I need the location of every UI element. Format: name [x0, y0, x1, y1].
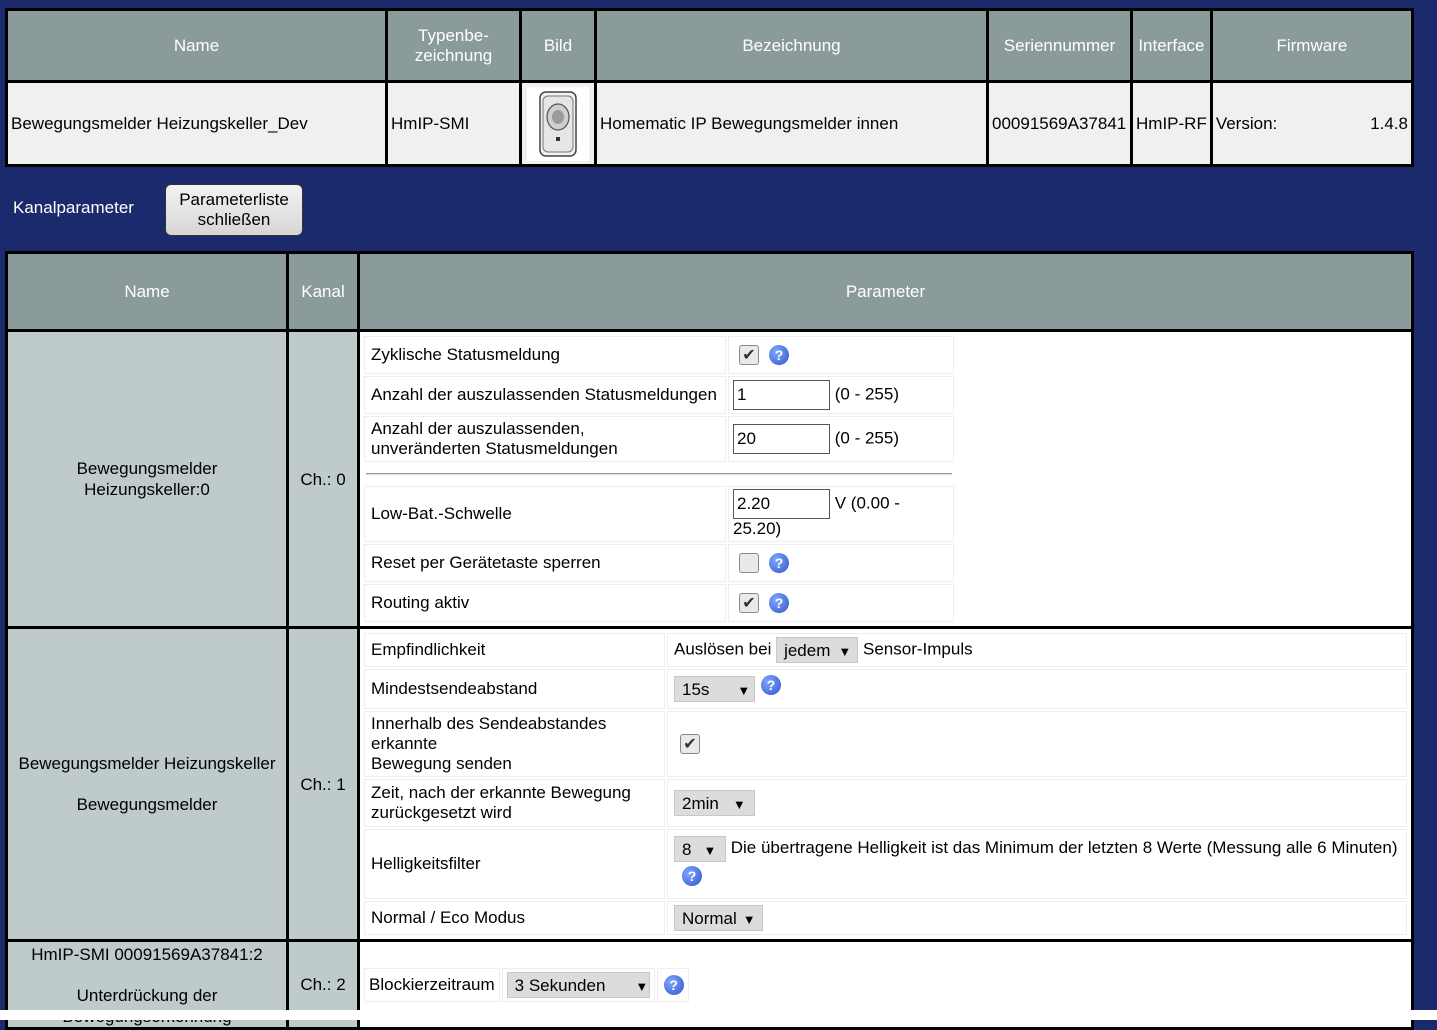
- col-header-type: Typenbe- zeichnung: [388, 11, 519, 80]
- device-image-cell: [522, 83, 594, 164]
- send-within-interval-checkbox[interactable]: ✔: [680, 734, 700, 754]
- channel-2-name-line1: HmIP-SMI 00091569A37841:2: [31, 945, 263, 964]
- send-within-interval-label: Innerhalb des Sendeabstandes erkannte Bewegung senden: [364, 711, 665, 777]
- param-row: [364, 711, 1407, 777]
- col-header-name: Name: [8, 11, 385, 80]
- channel-row-1: [8, 629, 1411, 939]
- param-row: [364, 376, 954, 414]
- device-serial: 00091569A37841: [989, 83, 1130, 164]
- close-parameter-list-button[interactable]: Parameterliste schließen: [165, 184, 303, 236]
- chevron-down-icon: ▼: [838, 644, 852, 659]
- channel-1-name-line1: Bewegungsmelder Heizungskeller: [18, 754, 276, 773]
- device-type: HmIP-SMI: [388, 83, 519, 164]
- chevron-down-icon: ▼: [703, 842, 717, 858]
- param-row: [364, 968, 689, 1002]
- help-icon[interactable]: ?: [769, 593, 789, 613]
- channel-1-params: [360, 629, 1411, 939]
- col-header-firmware: Firmware: [1213, 11, 1411, 80]
- channel-1-name: [8, 629, 286, 939]
- reset-lock-checkbox[interactable]: [739, 553, 759, 573]
- device-description: Homematic IP Bewegungsmelder innen: [597, 83, 986, 164]
- channel-1-kanal: Ch.: 1: [289, 629, 357, 939]
- chevron-down-icon: ▼: [742, 912, 756, 927]
- param-row: [364, 544, 954, 582]
- col-header-serial: Seriennummer: [989, 11, 1130, 80]
- chevron-down-icon: ▼: [732, 797, 746, 812]
- param-row: [364, 669, 1407, 709]
- help-icon[interactable]: ?: [769, 345, 789, 365]
- col-header-interface: Interface: [1133, 11, 1210, 80]
- channel-0-param-table: [362, 334, 956, 624]
- reset-lock-label: Reset per Gerätetaste sperren: [364, 544, 726, 582]
- channel-table-header: [8, 254, 1411, 329]
- reset-time-select[interactable]: [674, 790, 755, 816]
- device-interface: HmIP-RF: [1133, 83, 1210, 164]
- param-row: [364, 829, 1407, 899]
- skip-status-input[interactable]: [733, 380, 830, 410]
- sensitivity-suffix: Sensor-Impuls: [863, 639, 973, 659]
- kanalparameter-label: Kanalparameter: [13, 198, 134, 217]
- eco-mode-label: Normal / Eco Modus: [364, 901, 665, 935]
- sensitivity-label: Empfindlichkeit: [364, 633, 665, 667]
- min-interval-select-value: 15s: [682, 680, 710, 699]
- channel-1-param-table: [362, 631, 1409, 937]
- channel-2-param-table: [362, 966, 691, 1004]
- param-row: [364, 901, 1407, 935]
- lowbat-label: Low-Bat.-Schwelle: [364, 486, 726, 542]
- device-row: [8, 83, 1411, 164]
- motion-detector-image: [527, 87, 589, 161]
- device-table-header: [8, 11, 1411, 80]
- sensitivity-select-value: jedem: [784, 641, 831, 660]
- separator-line: [366, 473, 952, 475]
- col-header-parameter: Parameter: [360, 254, 1411, 329]
- device-table: [5, 8, 1414, 167]
- param-row: [364, 779, 1407, 827]
- param-row: [364, 633, 1407, 667]
- skip-unchanged-input[interactable]: [733, 424, 830, 454]
- block-period-select-value: 3 Sekunden: [514, 975, 606, 995]
- routing-checkbox[interactable]: ✔: [739, 593, 759, 613]
- channel-0-name: Bewegungsmelder Heizungskeller:0: [8, 332, 286, 626]
- right-frame: [1418, 0, 1437, 1020]
- channel-row-0: [8, 332, 1411, 626]
- brightness-filter-select-value: 8: [682, 839, 692, 859]
- param-row: [364, 486, 954, 542]
- eco-mode-select-value: Normal: [682, 909, 737, 928]
- bottom-frame: [0, 1010, 1437, 1020]
- block-period-select[interactable]: [507, 972, 650, 998]
- separator-row: [364, 464, 954, 484]
- reset-time-select-value: 2min: [682, 794, 719, 813]
- skip-unchanged-range: (0 - 255): [834, 428, 899, 448]
- sensitivity-select[interactable]: [776, 637, 858, 663]
- lowbat-input[interactable]: [733, 489, 830, 519]
- col-header-kanal: Kanal: [289, 254, 357, 329]
- col-header-channel-name: Name: [8, 254, 286, 329]
- skip-unchanged-label: Anzahl der auszulassenden, unveränderten Statusmeldungen: [364, 416, 726, 462]
- sensitivity-prefix: Auslösen bei: [674, 639, 772, 659]
- channel-0-params: [360, 332, 1411, 626]
- brightness-filter-text: Die übertragene Helligkeit ist das Minimum der letzten 8 Werte (Messung alle 6 Minuten): [730, 838, 1398, 857]
- param-row: [364, 584, 954, 622]
- cyclic-status-label: Zyklische Statusmeldung: [364, 336, 726, 374]
- firmware-label: Version:: [1215, 113, 1278, 133]
- param-row: [364, 416, 954, 462]
- channel-1-name-line2: Bewegungsmelder: [76, 795, 218, 814]
- min-interval-select[interactable]: [674, 676, 755, 702]
- reset-time-label: Zeit, nach der erkannte Bewegung zurückgesetzt wird: [364, 779, 665, 827]
- chevron-down-icon: ▼: [635, 978, 649, 994]
- param-row: [364, 336, 954, 374]
- help-icon[interactable]: ?: [769, 553, 789, 573]
- firmware-version: 1.4.8: [1370, 113, 1408, 133]
- channel-2-name-line2: Unterdrückung der: [76, 986, 218, 1005]
- channel-table: [5, 251, 1414, 1030]
- routing-label: Routing aktiv: [364, 584, 726, 622]
- skip-status-label: Anzahl der auszulassenden Statusmeldungen: [364, 376, 726, 414]
- eco-mode-select[interactable]: [674, 905, 763, 931]
- lowbat-range: V (0.00 - 25.20): [733, 493, 900, 538]
- brightness-filter-label: Helligkeitsfilter: [364, 829, 665, 899]
- cyclic-status-checkbox[interactable]: ✔: [739, 345, 759, 365]
- channel-2-kanal: Ch.: 2: [289, 942, 357, 1027]
- min-interval-label: Mindestsendeabstand: [364, 669, 665, 709]
- chevron-down-icon: ▼: [737, 683, 751, 698]
- block-period-label: Blockierzeitraum: [364, 968, 500, 1002]
- help-icon[interactable]: ?: [682, 866, 702, 886]
- col-header-description: Bezeichnung: [597, 11, 986, 80]
- channel-0-kanal: Ch.: 0: [289, 332, 357, 626]
- brightness-filter-select[interactable]: [674, 836, 726, 862]
- col-header-image: Bild: [522, 11, 594, 80]
- skip-status-range: (0 - 255): [834, 384, 899, 404]
- device-firmware: [1213, 83, 1411, 164]
- device-name: Bewegungsmelder Heizungskeller_Dev: [8, 83, 385, 164]
- help-icon[interactable]: ?: [761, 675, 781, 695]
- help-icon[interactable]: ?: [664, 975, 684, 995]
